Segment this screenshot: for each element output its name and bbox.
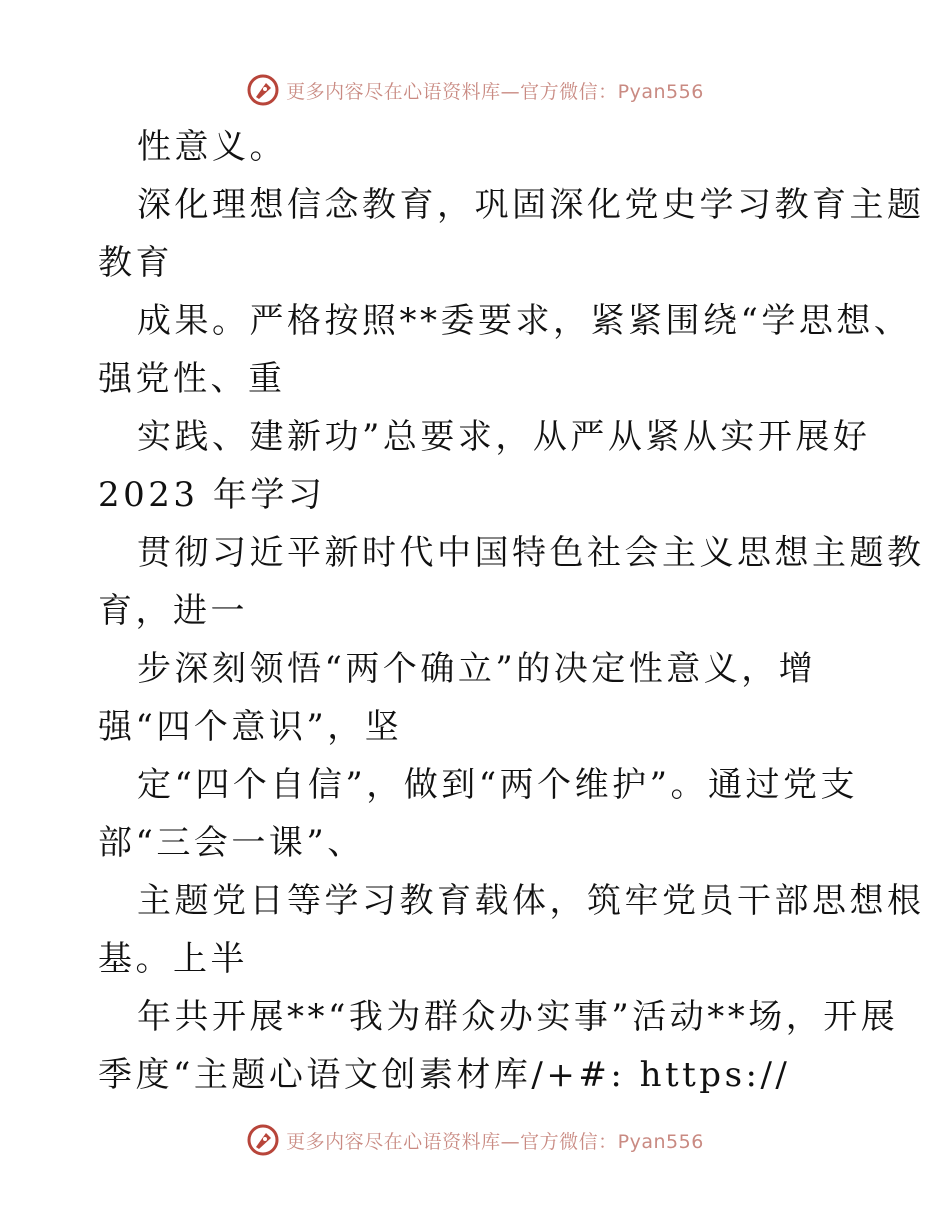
text-line: 部“三会一课”、 [98, 823, 365, 863]
text-line: 深化理想信念教育，巩固深化党史学习教育主题 [137, 185, 925, 225]
text-line: 性意义。 [137, 127, 287, 167]
text-line: 2023 年学习 [98, 475, 326, 515]
pen-nib-logo-icon [246, 1123, 280, 1157]
text-line: 实践、建新功”总要求，从严从紧从实开展好 [137, 417, 871, 457]
text-line: 育，进一 [98, 591, 248, 631]
text-line: 年共开展**“我为群众办实事”活动**场，开展 [137, 997, 899, 1037]
header-watermark [0, 70, 950, 110]
text-line: 教育 [98, 243, 173, 283]
text-line: 定“四个自信”，做到“两个维护”。通过党支 [137, 765, 859, 805]
pen-nib-logo-icon [246, 73, 280, 107]
text-line: 主题党日等学习教育载体，筑牢党员干部思想根 [137, 881, 925, 921]
watermark-text: 更多内容尽在心语资料库—官方微信：Pyan556 [286, 1130, 704, 1153]
text-line: 强“四个意识”，坚 [98, 707, 403, 747]
text-line: 强党性、重 [98, 359, 286, 399]
text-line: 贯彻习近平新时代中国特色社会主义思想主题教 [137, 533, 925, 573]
text-line: 成果。严格按照**委要求，紧紧围绕“学思想、 [137, 301, 912, 341]
text-line: 季度“主题心语文创素材库/+#: https:// [98, 1055, 791, 1095]
footer-watermark [0, 1120, 950, 1160]
text-line: 基。上半 [98, 939, 248, 979]
watermark-text: 更多内容尽在心语资料库—官方微信：Pyan556 [286, 80, 704, 103]
text-line: 步深刻领悟“两个确立”的决定性意义，增 [137, 649, 817, 689]
